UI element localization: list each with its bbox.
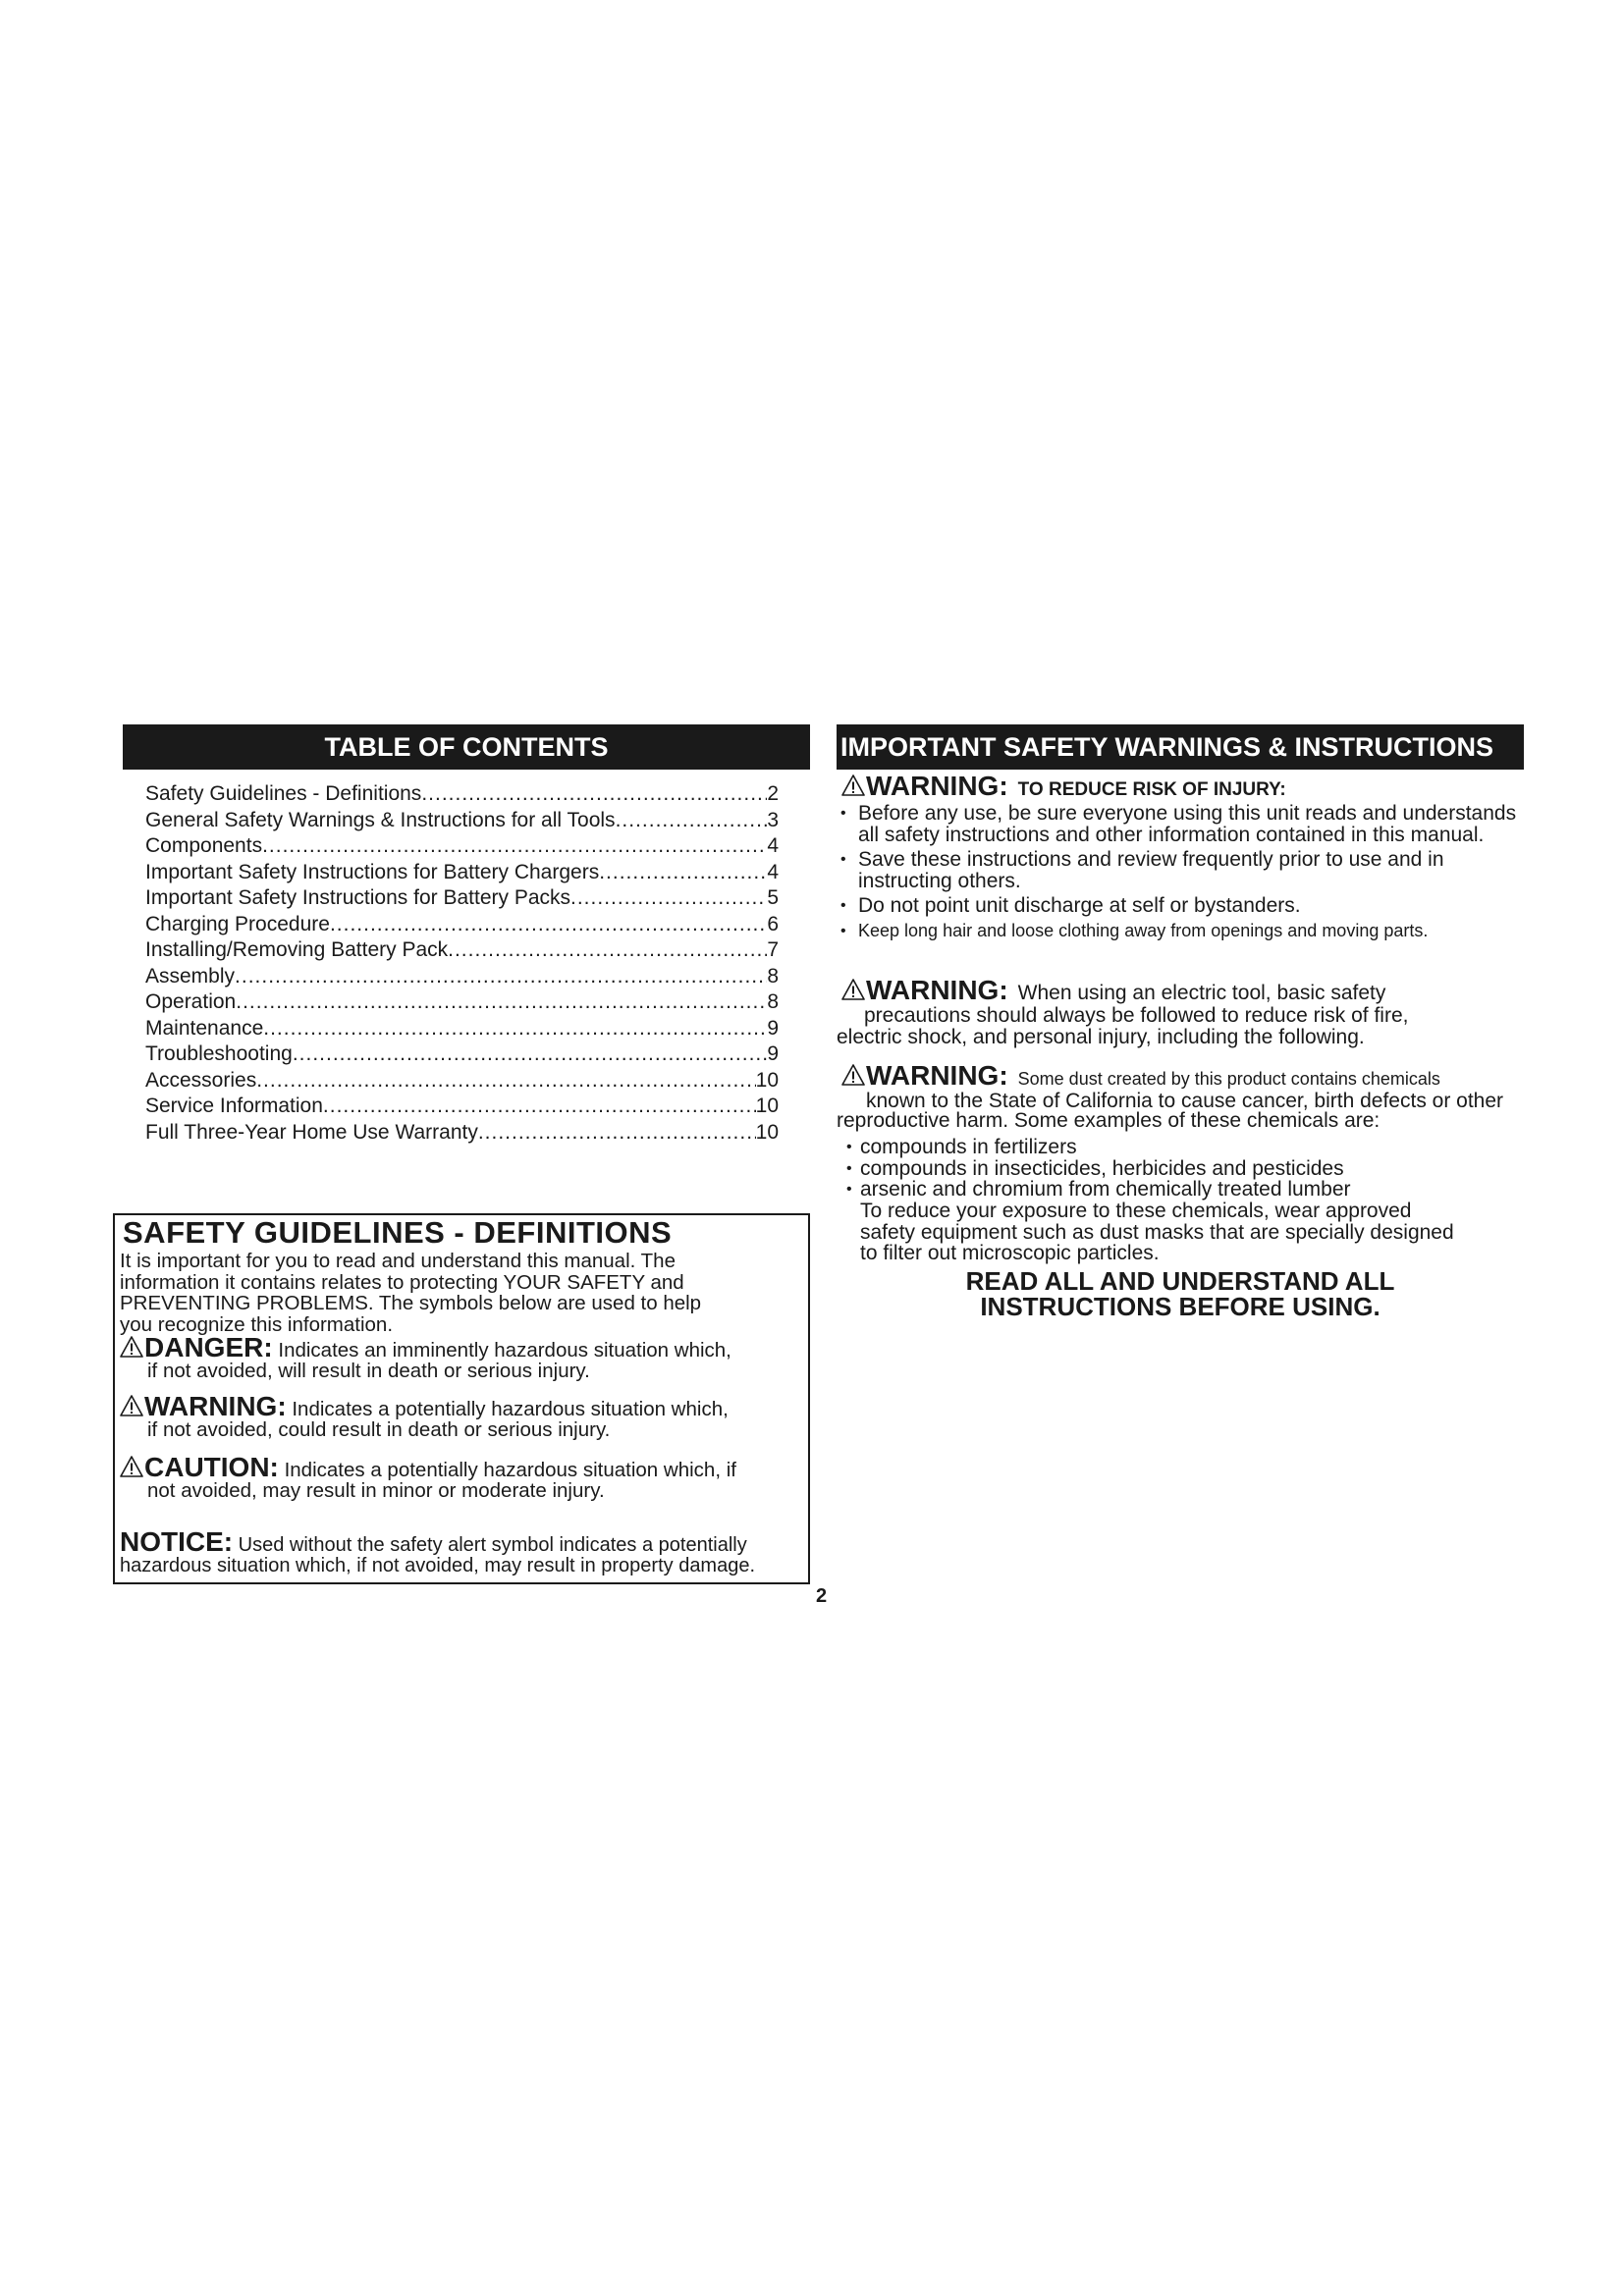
toc-entry-page: 8	[767, 964, 779, 988]
read-all-line: INSTRUCTIONS BEFORE USING.	[980, 1292, 1380, 1321]
warning-bullet-list	[837, 803, 1529, 945]
toc-entry[interactable]	[145, 781, 779, 808]
toc-entry-title: Safety Guidelines - Definitions	[145, 782, 422, 805]
toc-leader	[262, 833, 767, 860]
toc-entry[interactable]	[145, 937, 779, 964]
toc-entry-page: 10	[755, 1068, 779, 1092]
toc-list	[145, 781, 779, 1146]
list-item: • Save these instructions and review frequently prior to use and in instructing others.	[837, 849, 1529, 891]
read-all-notice	[837, 1268, 1524, 1319]
toc-entry-page: 7	[767, 938, 779, 961]
page-number: 2	[816, 1585, 828, 1607]
toc-leader	[478, 1120, 756, 1147]
safety-alert-icon	[841, 774, 865, 797]
warning-text: When using an electric tool, basic safety	[1017, 982, 1386, 1004]
toc-entry-title: Operation	[145, 990, 237, 1013]
danger-text: Indicates an imminently hazardous situation which,	[278, 1339, 731, 1362]
toc-entry[interactable]	[145, 964, 779, 990]
danger-label: DANGER:	[144, 1332, 273, 1362]
caution-text-cont: not avoided, may result in minor or moderate injury.	[147, 1479, 605, 1502]
exposure-advice	[860, 1201, 1454, 1264]
toc-entry-page: 4	[767, 860, 779, 883]
intro-line: information it contains relates to protecting YOUR SAFETY and	[120, 1270, 684, 1294]
danger-text-cont: if not avoided, will result in death or serious injury.	[147, 1360, 590, 1382]
toc-leader	[330, 912, 767, 938]
warning-definition	[120, 1391, 807, 1441]
toc-entry[interactable]	[145, 1068, 779, 1095]
toc-leader	[256, 1068, 755, 1095]
toc-entry-title: Full Three-Year Home Use Warranty	[145, 1120, 478, 1144]
toc-entry[interactable]	[145, 808, 779, 834]
list-item: • Do not point unit discharge at self or bystanders.	[837, 895, 1529, 917]
toc-entry-title: Service Information	[145, 1095, 323, 1117]
list-item: • compounds in fertilizers	[846, 1137, 1351, 1158]
danger-definition	[120, 1332, 807, 1382]
safety-alert-icon	[120, 1335, 143, 1359]
notice-definition	[120, 1526, 807, 1576]
safety-guidelines-heading: SAFETY GUIDELINES - DEFINITIONS	[123, 1215, 673, 1250]
notice-text: Used without the safety alert symbol indicates a potentially	[238, 1534, 747, 1556]
toc-entry[interactable]	[145, 1120, 779, 1147]
toc-entry-title: Charging Procedure	[145, 912, 330, 935]
toc-entry[interactable]	[145, 989, 779, 1016]
toc-entry-page: 10	[755, 1120, 779, 1144]
warning-text-cont: known to the State of California to cause cancer, birth defects or other	[866, 1090, 1504, 1112]
toc-entry-title: Important Safety Instructions for Battery Packs	[145, 886, 571, 909]
toc-entry-title: Maintenance	[145, 1016, 264, 1040]
warning-text-cont: if not avoided, could result in death or serious injury.	[147, 1418, 611, 1441]
safety-alert-icon	[120, 1394, 143, 1417]
toc-leader	[448, 937, 767, 964]
warning-chemicals	[841, 1060, 1440, 1092]
toc-entry-title: Troubleshooting	[145, 1042, 293, 1065]
toc-leader	[599, 860, 767, 886]
intro-line: you recognize this information.	[120, 1312, 394, 1336]
warning-text: Indicates a potentially hazardous situation which,	[292, 1398, 729, 1420]
advice-line: to filter out microscopic particles.	[860, 1242, 1160, 1264]
warning-label: WARNING:	[144, 1391, 287, 1421]
warning-label: WARNING:	[866, 1060, 1008, 1091]
toc-entry-page: 10	[755, 1095, 779, 1117]
list-item: • Before any use, be sure everyone using this unit reads and understands all safety instructions and other information contained in this manual.	[837, 803, 1529, 845]
toc-leader	[616, 808, 768, 834]
intro-line: It is important for you to read and understand this manual. The	[120, 1250, 676, 1272]
toc-entry-title: Components	[145, 834, 263, 857]
toc-entry-page: 8	[767, 990, 779, 1013]
caution-definition	[120, 1452, 807, 1502]
toc-entry-page: 2	[767, 782, 779, 805]
safety-alert-icon	[841, 1063, 865, 1087]
toc-leader	[235, 964, 767, 990]
warning-text-cont: precautions should always be followed to reduce risk of fire,	[864, 1004, 1409, 1027]
toc-entry[interactable]	[145, 1016, 779, 1042]
warning-text-cont: reproductive harm. Some examples of these chemicals are:	[837, 1109, 1380, 1132]
toc-entry-page: 4	[767, 834, 779, 857]
important-safety-heading: IMPORTANT SAFETY WARNINGS & INSTRUCTIONS	[837, 724, 1524, 770]
list-item: • Keep long hair and loose clothing away from openings and moving parts.	[837, 921, 1529, 942]
warning-label: WARNING:	[866, 975, 1008, 1005]
read-all-line: READ ALL AND UNDERSTAND ALL	[965, 1266, 1395, 1296]
toc-leader	[570, 885, 767, 912]
safety-guidelines-intro	[120, 1251, 787, 1335]
notice-text-cont: hazardous situation which, if not avoided, may result in property damage.	[120, 1555, 756, 1576]
toc-entry-page: 9	[767, 1042, 779, 1065]
toc-entry[interactable]	[145, 1041, 779, 1068]
toc-entry[interactable]	[145, 885, 779, 912]
toc-entry-title: Important Safety Instructions for Battery Chargers	[145, 860, 600, 883]
toc-leader	[263, 1016, 767, 1042]
warning-electric-tool	[841, 975, 1385, 1006]
safety-alert-icon	[120, 1455, 143, 1478]
toc-entry-title: Installing/Removing Battery Pack	[145, 938, 449, 961]
toc-entry-title: Assembly	[145, 964, 236, 988]
toc-entry-page: 6	[767, 912, 779, 935]
list-item: • arsenic and chromium from chemically treated lumber	[846, 1179, 1351, 1201]
safety-guidelines-box	[113, 1213, 810, 1584]
warning-text: Some dust created by this product contains chemicals	[1017, 1069, 1440, 1089]
warning-subheading: TO REDUCE RISK OF INJURY:	[1017, 779, 1286, 800]
intro-line: PREVENTING PROBLEMS. The symbols below are used to help	[120, 1292, 702, 1314]
caution-text: Indicates a potentially hazardous situation which, if	[284, 1459, 736, 1481]
toc-entry[interactable]	[145, 860, 779, 886]
toc-entry[interactable]	[145, 1094, 779, 1120]
toc-leader	[236, 989, 767, 1016]
toc-entry-title: Accessories	[145, 1068, 257, 1092]
toc-leader	[293, 1041, 767, 1068]
toc-entry-page: 9	[767, 1016, 779, 1040]
safety-alert-icon	[841, 978, 865, 1001]
toc-entry-title: General Safety Warnings & Instructions for all Tools	[145, 808, 616, 831]
toc-heading: TABLE OF CONTENTS	[123, 724, 810, 770]
notice-label: NOTICE:	[120, 1526, 234, 1557]
list-item: • compounds in insecticides, herbicides and pesticides	[846, 1158, 1351, 1180]
caution-label: CAUTION:	[144, 1452, 279, 1482]
warning-text-cont: electric shock, and personal injury, including the following.	[837, 1026, 1365, 1048]
warning-label: WARNING:	[866, 771, 1008, 801]
toc-leader	[323, 1094, 756, 1120]
toc-entry-page: 3	[767, 808, 779, 831]
warning-reduce-risk	[841, 771, 1286, 802]
toc-entry[interactable]	[145, 912, 779, 938]
toc-leader	[421, 781, 767, 808]
toc-entry[interactable]	[145, 833, 779, 860]
chemical-list	[846, 1137, 1351, 1201]
toc-entry-page: 5	[767, 886, 779, 909]
advice-line: safety equipment such as dust masks that are specially designed	[860, 1220, 1454, 1244]
advice-line: To reduce your exposure to these chemicals, wear approved	[860, 1200, 1412, 1222]
